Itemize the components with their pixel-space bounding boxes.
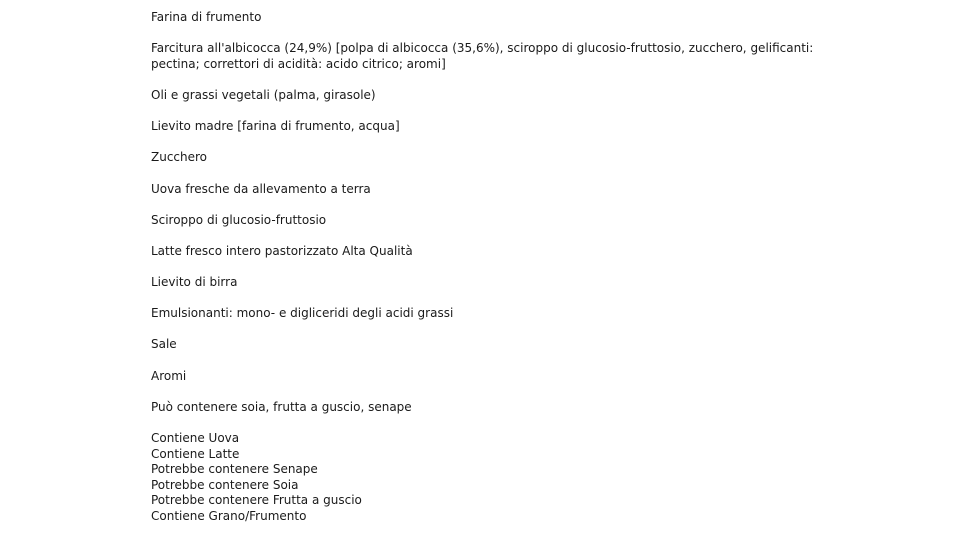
ingredient-item: Zucchero [151,150,208,165]
ingredient-item: Farcitura all'albicocca (24,9%) [polpa di albicocca (35,6%), sciroppo di glucosio-fruttosio, zucchero, gelificanti: pectina; correttori di acidità: acido citrico; aromi] [151,41,814,71]
may-contain-note: Può contenere soia, frutta a guscio, senape [151,399,412,414]
allergen-line: Contiene Uova [151,431,240,446]
allergen-line: Potrebbe contenere Soia [151,477,299,492]
ingredient-item: Farina di frumento [151,10,262,24]
allergen-line: Potrebbe contenere Frutta a guscio [151,493,362,508]
allergen-line: Potrebbe contenere Senape [151,462,318,477]
allergen-list [151,431,831,525]
ingredients-document [151,10,831,525]
allergen-line: Contiene Grano/Frumento [151,509,307,523]
allergen-line: Contiene Latte [151,446,240,461]
ingredient-item: Uova fresche da allevamento a terra [151,181,371,196]
ingredient-item: Lievito madre [farina di frumento, acqua] [151,119,400,134]
ingredient-item: Oli e grassi vegetali (palma, girasole) [151,87,376,102]
ingredient-item: Lievito di birra [151,275,238,290]
ingredient-item: Sale [151,337,177,352]
ingredient-item: Emulsionanti: mono- e digliceridi degli acidi grassi [151,306,454,321]
ingredient-item: Aromi [151,368,187,383]
ingredient-item: Latte fresco intero pastorizzato Alta Qualità [151,243,413,258]
ingredient-item: Sciroppo di glucosio-fruttosio [151,212,327,227]
